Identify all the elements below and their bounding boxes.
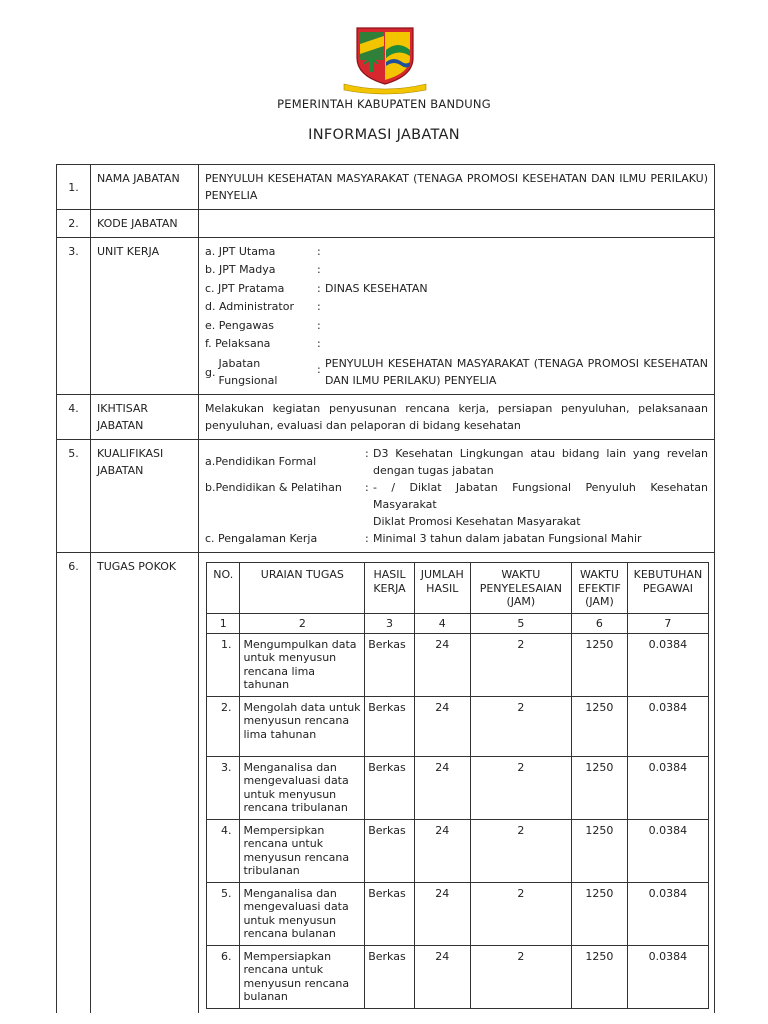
table-row: 1. Mengumpulkan data untuk menyusun rencana lima tahunan Berkas 24 2 1250 0.0384: [207, 633, 709, 696]
tugas-pokok-cell: [199, 553, 715, 1013]
unit-item: c. JPT Pratama : DINAS KESEHATAN: [205, 281, 428, 295]
col-header-uraian: URAIAN TUGAS: [240, 563, 365, 614]
field-label: KODE JABATAN: [91, 210, 199, 238]
row-number: 6.: [57, 553, 91, 1013]
table-row: 5. Menganalisa dan mengevaluasi data untuk menyusun rencana bulanan Berkas 24 2 1250 0.0384: [207, 882, 709, 945]
document-title: INFORMASI JABATAN: [308, 127, 460, 143]
unit-item: f. Pelaksana :: [205, 337, 321, 351]
unit-item: b. JPT Madya :: [205, 263, 321, 277]
unit-item: d. Administrator :: [205, 300, 321, 314]
row-tugas-pokok: [57, 553, 715, 1013]
row-nama-jabatan: [57, 165, 715, 210]
field-label: IKHTISAR JABATAN: [91, 395, 199, 440]
pengalaman-kerja: c. Pengalaman Kerja : Minimal 3 tahun dalam jabatan Fungsional Mahir: [205, 532, 642, 546]
col-header-efektif: WAKTU EFEKTIF (JAM): [572, 563, 628, 614]
field-label: TUGAS POKOK: [91, 553, 199, 1013]
tugas-header-row: [207, 563, 709, 614]
col-header-kebutuhan: KEBUTUHAN PEGAWAI: [627, 563, 708, 614]
col-header-hasil: HASIL KERJA: [365, 563, 415, 614]
row-number: 2.: [57, 210, 91, 238]
column-index-row: 1 2 3 4 5 6 7: [207, 613, 709, 633]
row-kode-jabatan: [57, 210, 715, 238]
ikhtisar-value: Melakukan kegiatan penyusunan rencana kerja, persiapan penyuluhan, pelaksanaan penyuluhan, evaluasi dan pelaporan di bidang kesehatan: [199, 395, 715, 440]
unit-kerja-list: [199, 238, 715, 395]
unit-item: e. Pengawas :: [205, 318, 321, 332]
table-row: 3. Menganalisa dan mengevaluasi data untuk menyusun rencana tribulanan Berkas 24 2 1250 0.0384: [207, 756, 709, 819]
row-ikhtisar-jabatan: [57, 395, 715, 440]
row-kualifikasi-jabatan: [57, 440, 715, 553]
field-label: NAMA JABATAN: [91, 165, 199, 210]
table-row: 4. Mempersipkan rencana untuk menyusun rencana tribulanan Berkas 24 2 1250 0.0384: [207, 819, 709, 882]
row-number: 4.: [57, 395, 91, 440]
job-information-table: [56, 164, 715, 1013]
tugas-pokok-table: [206, 562, 709, 1009]
field-label: KUALIFIKASI JABATAN: [91, 440, 199, 553]
row-number: 1.: [57, 165, 91, 210]
field-label: UNIT KERJA: [91, 238, 199, 395]
kualifikasi-list: [199, 440, 715, 553]
kode-jabatan-value: [199, 210, 715, 238]
row-unit-kerja: [57, 238, 715, 395]
unit-item-jabatan-fungsional: g. Jabatan Fungsional : PENYULUH KESEHATAN MASYARAKAT (TENAGA PROMOSI KESEHATAN DAN ILMU PERILAKU) PENYELIA: [205, 357, 708, 388]
nama-jabatan-value: PENYULUH KESEHATAN MASYARAKAT (TENAGA PROMOSI KESEHATAN DAN ILMU PERILAKU) PENYELIA: [199, 165, 715, 210]
unit-item: a. JPT Utama :: [205, 245, 321, 258]
table-row: 2. Mengolah data untuk menyusun rencana lima tahunan Berkas 24 2 1250 0.0384: [207, 696, 709, 756]
table-row: 6. Mempersiapkan rencana untuk menyusun rencana bulanan Berkas 24 2 1250 0.0384: [207, 945, 709, 1008]
pendidikan-pelatihan: b.Pendidikan & Pelatihan : - / Diklat Jabatan Fungsional Penyuluh Kesehatan Masyarakat Diklat Promosi Kesehatan Masyarakat: [205, 481, 708, 529]
row-number: 5.: [57, 440, 91, 553]
coat-of-arms-icon: [340, 22, 430, 96]
row-number: 3.: [57, 238, 91, 395]
organization-name: PEMERINTAH KABUPATEN BANDUNG: [277, 97, 491, 111]
col-header-waktu: WAKTU PENYELESAIAN (JAM): [470, 563, 571, 614]
col-header-no: NO.: [207, 563, 240, 614]
col-header-jumlah: JUMLAH HASIL: [414, 563, 470, 614]
kabupaten-bandung-logo: [340, 22, 430, 96]
pendidikan-formal: a.Pendidikan Formal : D3 Kesehatan Lingkungan atau bidang lain yang revelan dengan tugas jabatan: [205, 447, 708, 478]
